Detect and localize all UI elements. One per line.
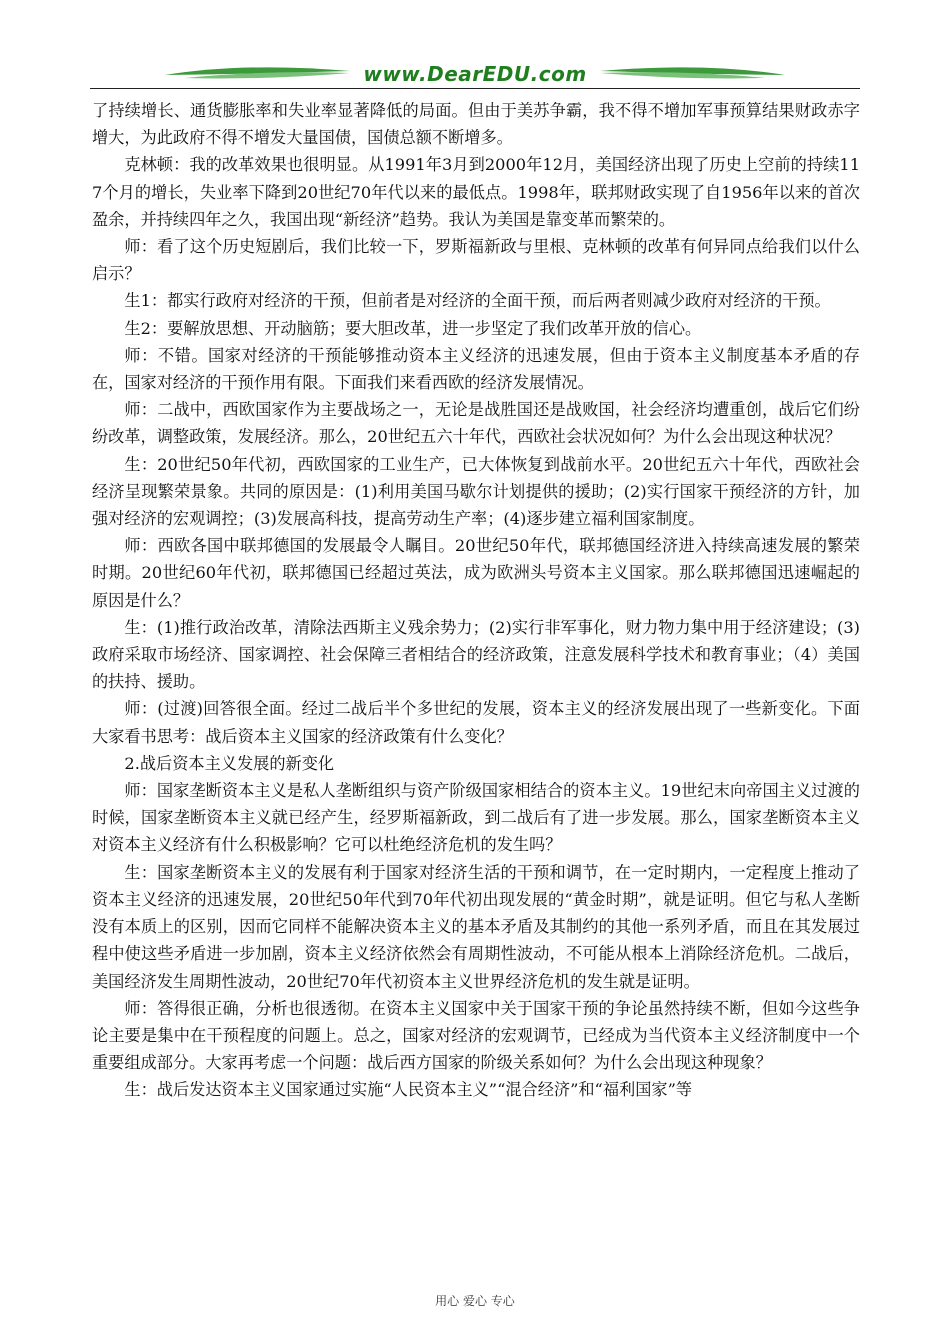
paragraph: 生：战后发达资本主义国家通过实施“人民资本主义”“混合经济”和“福利国家”等 <box>124 1080 693 1100</box>
paragraph: 了持续增长、通货膨胀率和失业率显著降低的局面。但由于美苏争霸，我不得不增加军事预算结果财政赤字增大，为此政府不得不增发大量国债，国债总额不断增多。 <box>92 101 860 148</box>
paragraph: 生：20世纪50年代初，西欧国家的工业生产，已大体恢复到战前水平。20世纪五六十年代，西欧社会经济呈现繁荣景象。共同的原因是：(1)利用美国马歇尔计划提供的援助；(2)实行国家干预经济的方针，加强对经济的宏观调控；(3)发展高科技，提高劳动生产率；(4)逐步建立福利国家制度。 <box>92 454 860 529</box>
paragraph: 师：看了这个历史短剧后，我们比较一下，罗斯福新政与里根、克林顿的改革有何异同点给我们以什么启示？ <box>92 237 860 284</box>
paragraph: 师：不错。国家对经济的干预能够推动资本主义经济的迅速发展，但由于资本主义制度基本矛盾的存在，国家对经济的干预作用有限。下面我们来看西欧的经济发展情况。 <box>92 345 860 393</box>
page-header <box>95 58 855 92</box>
header-divider <box>90 88 860 89</box>
paragraph: 生：国家垄断资本主义的发展有利于国家对经济生活的干预和调节，在一定时期内，一定程度上推动了资本主义经济的迅速发展，20世纪50年代到70年代初出现发展的“黄金时期”，就是证明。但它与私人垄断没有本质上的区别，因而它同样不能解决资本主义的基本矛盾及其制约的其他一系列矛盾，而且在其发展过程中使这些矛盾进一步加剧，资本主义经济依然会有周期性波动，不可能从根本上消除经济危机。二战后，美国经济发生周期性波动，20世纪70年代初资本主义世界经济危机的发生就是证明。 <box>92 862 860 991</box>
paragraph: 生：(1)推行政治改革，清除法西斯主义残余势力；(2)实行非军事化，财力物力集中用于经济建设；(3)政府采取市场经济、国家调控、社会保障三者相结合的经济政策，注意发展科学技术和教育事业；（4）美国的扶持、援助。 <box>92 617 860 692</box>
paragraph: 生2：要解放思想、开动脑筋；要大胆改革，进一步坚定了我们改革开放的信心。 <box>124 318 702 338</box>
site-logo: www.DearEDU.com <box>363 62 587 86</box>
paragraph: 师：(过渡)回答很全面。经过二战后半个多世纪的发展，资本主义的经济发展出现了一些新变化。下面大家看书思考：战后资本主义国家的经济政策有什么变化？ <box>92 699 860 746</box>
document-body <box>92 97 860 1104</box>
section-heading: 2.战后资本主义发展的新变化 <box>124 753 335 773</box>
paragraph: 师：答得很正确，分析也很透彻。在资本主义国家中关于国家干预的争论虽然持续不断，但如今这些争论主要是集中在干预程度的问题上。总之，国家对经济的宏观调节，已经成为当代资本主义经济制度中一个重要组成部分。大家再考虑一个问题：战后西方国家的阶级关系如何？为什么会出现这种现象？ <box>92 998 860 1073</box>
paragraph: 生1：都实行政府对经济的干预，但前者是对经济的全面干预，而后两者则减少政府对经济的干预。 <box>124 291 831 311</box>
page-footer: 用心 爱心 专心 <box>435 1294 515 1308</box>
paragraph: 师：二战中，西欧国家作为主要战场之一，无论是战胜国还是战败国，社会经济均遭重创，战后它们纷纷改革，调整政策，发展经济。那么，20世纪五六十年代，西欧社会状况如何？为什么会出现这种状况？ <box>92 400 860 447</box>
paragraph: 克林顿：我的改革效果也很明显。从1991年3月到2000年12月，美国经济出现了历史上空前的持续117个月的增长，失业率下降到20世纪70年代以来的最低点。1998年，联邦财政实现了自1956年以来的首次盈余，并持续四年之久，我国出现“新经济”趋势。我认为美国是靠变革而繁荣的。 <box>92 155 860 229</box>
paragraph: 师：西欧各国中联邦德国的发展最令人瞩目。20世纪50年代，联邦德国经济进入持续高速发展的繁荣时期。20世纪60年代初，联邦德国已经超过英法，成为欧洲头号资本主义国家。那么联邦德国迅速崛起的原因是什么？ <box>92 536 860 610</box>
paragraph: 师：国家垄断资本主义是私人垄断组织与资产阶级国家相结合的资本主义。19世纪末向帝国主义过渡的时候，国家垄断资本主义就已经产生，经罗斯福新政，到二战后有了进一步发展。那么，国家垄断资本主义对资本主义经济有什么积极影响？它可以杜绝经济危机的发生吗？ <box>92 781 860 855</box>
